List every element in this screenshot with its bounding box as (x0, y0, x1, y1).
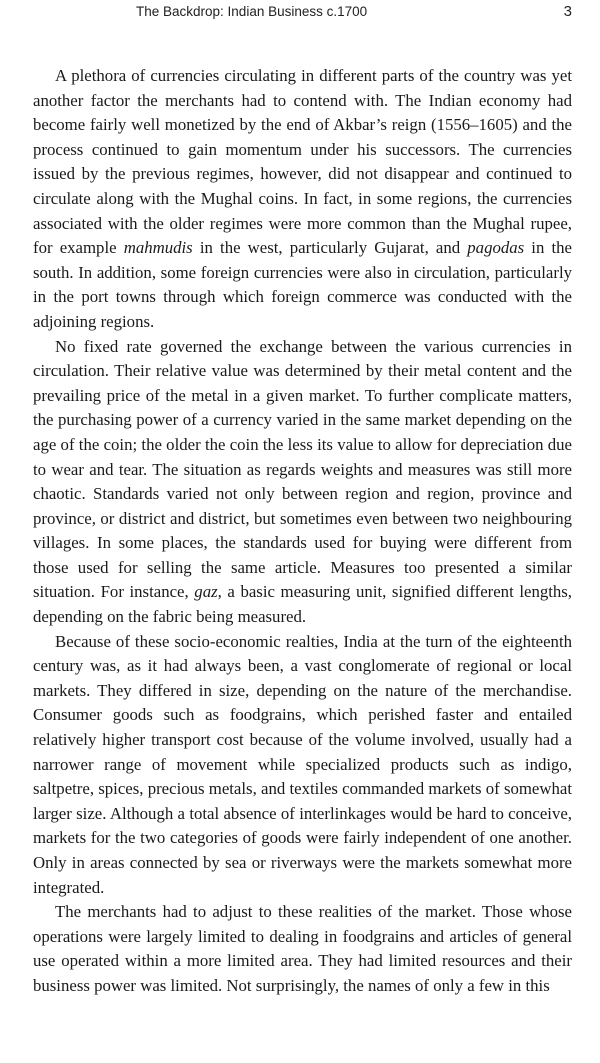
italic-term: gaz (194, 582, 218, 602)
paragraph (33, 900, 572, 998)
italic-term: pagodas (467, 238, 525, 258)
paragraph (33, 335, 572, 630)
running-head (33, 4, 572, 26)
running-title: The Backdrop: Indian Business c.1700 (136, 4, 368, 19)
text-run: Because of these socio-economic realties, India at the turn of the eighteenth century was, as it had always been, a vast conglomerate of regional or local markets. They differed in size, depending on the nature of the merchandise. Consumer goods such as foodgrains, which perished faster and entailed relatively higher transport cost because of the volume involved, usually had a narrower range of movement while specialized products such as indigo, saltpetre, spices, precious metals, and textiles commanded markets of somewhat larger size. Although a total absence of interlinkages would be hard to conceive, markets for the two categories of goods were fairly independent of one another. Only in areas connected by sea or riverways were the markets somewhat more integrated. (33, 631, 572, 897)
page-number: 3 (563, 3, 572, 20)
text-run: in the west, particularly Gujarat, and (192, 238, 468, 258)
italic-term: mahmudis (123, 238, 193, 258)
text-run: A plethora of currencies circulating in different parts of the country was yet another factor the merchants had to contend with. The Indian economy had become fairly well monetized by the end of Akbar’s reign (1556–1605) and the process continued to gain momentum under his successors. The currencies issued by the previous regimes, however, did not disappear and continued to circulate along with the Mughal coins. In fact, in some regions, the currencies associated with the older regimes were more common than the Mughal rupee, for example (33, 66, 572, 258)
body-text (33, 64, 572, 999)
paragraph (33, 630, 572, 901)
text-run: No fixed rate governed the exchange between the various currencies in circulation. Their relative value was determined by their metal content and the prevailing price of the metal in a given market. To further complicate matters, the purchasing power of a currency varied in the same market depending on the age of the coin; the older the coin the less its value to allow for depreciation due to wear and tear. The situation as regards weights and measures was still more chaotic. Standards varied not only between region and region, province and province, or district and district, but sometimes even between two neighbouring villages. In some places, the standards used for buying were different from those used for selling the same article. Measures too presented a similar situation. For instance, (33, 336, 572, 602)
text-run: The merchants had to adjust to these realities of the market. Those whose operations were largely limited to dealing in foodgrains and articles of general use operated within a more limited area. They had limited resources and their business power was limited. Not surprisingly, the names of only a few in this (33, 902, 572, 995)
paragraph (33, 64, 572, 335)
text-run: , a basic measuring unit, signified different lengths, depending on the fabric being measured. (33, 582, 572, 627)
text-run: in the south. In addition, some foreign currencies were also in circulation, particularly in the port towns through which foreign commerce was conducted with the adjoining regions. (33, 238, 572, 331)
